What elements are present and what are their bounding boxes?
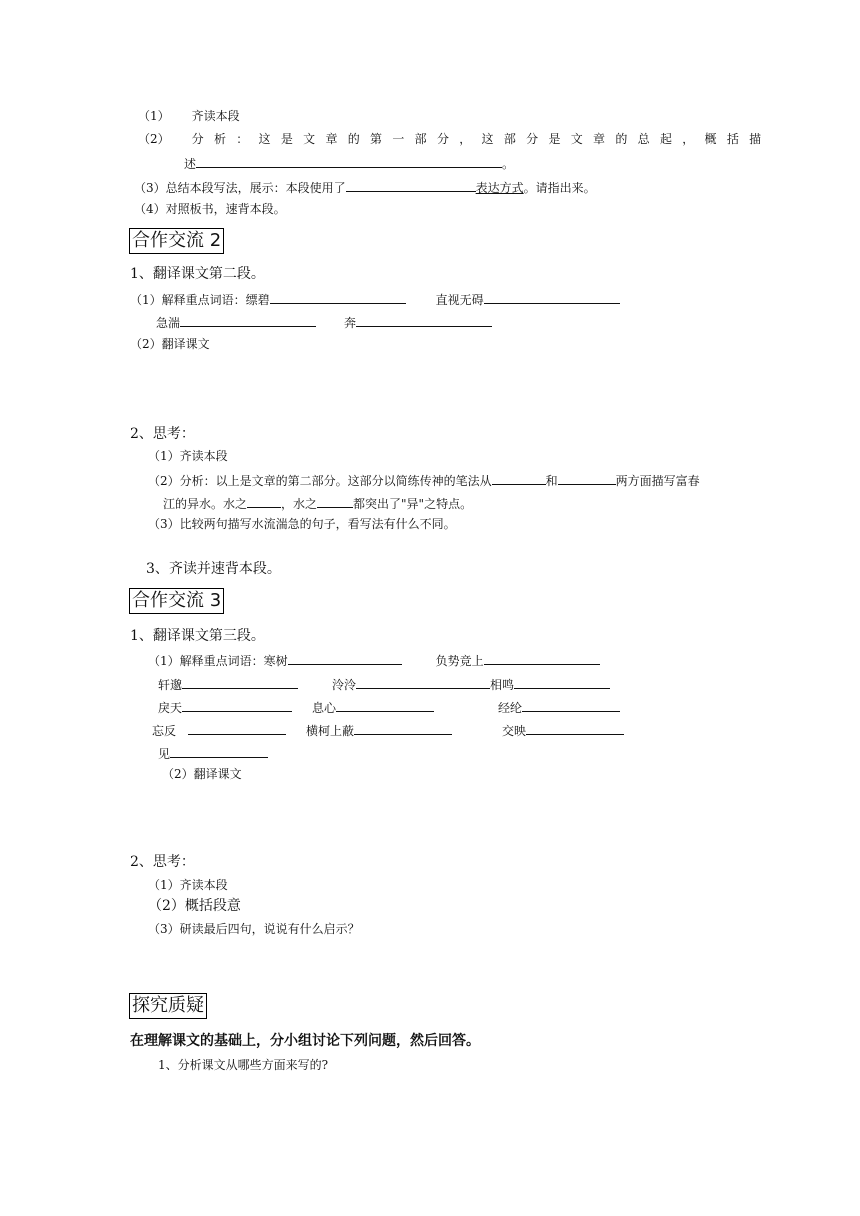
sec1-q2-end: 。 [502,157,515,171]
s2-word1-label: （1）解释重点词语：缥碧 [130,293,270,307]
s2-word2-label: 直视无碍 [435,293,484,307]
sec1-q2-num: （2） [138,132,170,146]
s2-think: 2、思考： [130,426,195,442]
blank-word3[interactable] [180,313,316,327]
s3-k2: （2）概括段意 [148,898,241,914]
s3-words-row2 [158,675,610,693]
blank-s3-word1[interactable] [288,651,402,665]
section-heading-2: 合作交流 2 [129,228,224,254]
s3-translate: （2）翻译课文 [162,767,242,781]
s3-think: 2、思考： [130,854,195,870]
s2-k2 [148,471,700,489]
s3-word11-label: 交映 [502,724,527,738]
s3-word9-label: 忘反 [152,724,177,738]
s2-k2-cont [163,494,472,512]
s2-k2e: ，水之 [281,497,318,511]
blank-s3-word2[interactable] [484,651,600,665]
blank-word2[interactable] [484,290,620,304]
sec1-q1-text: 齐读本段 [191,109,240,123]
sec1-q3-pre: （3）总结本段写法，展示：本段使用了 [134,181,346,195]
blank-s3-word10[interactable] [354,721,452,735]
s2-translate: （2）翻译课文 [130,337,210,351]
s4-intro: 在理解课文的基础上，分小组讨论下列问题，然后回答。 [130,1033,480,1049]
s3-word5-label: 相鸣 [490,678,515,692]
blank-water2[interactable] [317,494,353,508]
s3-word12-label: 见 [158,747,171,761]
s3-word6-label: 戾天 [158,701,183,715]
blank-s3-word9[interactable] [188,721,286,735]
sec1-q3-underlined: 表达方式 [475,181,524,195]
blank-s3-word6[interactable] [182,698,292,712]
s2-k2f: 都突出了"异"之特点。 [353,497,473,511]
s3-word10-label: 横柯上蔽 [306,724,355,738]
blank-s3-word3[interactable] [182,675,298,689]
blank-summary[interactable] [196,154,502,168]
blank-s3-word8[interactable] [522,698,620,712]
blank-word4[interactable] [356,313,492,327]
s3-k3: （3）研读最后四句，说说有什么启示？ [148,922,360,936]
sec1-q1-num: （1） [138,109,170,123]
sec1-q2-cont-text: 述 [184,157,197,171]
blank-s3-word12[interactable] [170,744,268,758]
s2-task1: 1、翻译课文第二段。 [130,266,265,282]
s2-k2a: （2）分析：以上是文章的第二部分。这部分以简练传神的笔法从 [148,474,492,488]
s2-k2c: 两方面描写富春 [615,474,700,488]
s3-words-row5 [158,744,268,762]
s3-word3-label: 轩邈 [158,678,183,692]
sec1-q4: （4）对照板书，速背本段。 [134,202,286,216]
s2-k2d: 江的异水。水之 [163,497,248,511]
s3-word8-label: 经纶 [498,701,523,715]
blank-expression[interactable] [346,178,476,192]
s2-words-row2 [156,313,492,331]
s2-k3: （3）比较两句描写水流湍急的句子，看写法有什么不同。 [148,517,456,531]
section-heading-4: 探究质疑 [129,993,207,1019]
s3-word1-label: （1）解释重点词语：寒树 [148,654,288,668]
s3-k1: （1）齐读本段 [148,878,228,892]
s3-words-row1 [148,651,600,669]
s2-task3: 3、齐读并速背本段。 [146,561,281,577]
s3-word4-label: 泠泠 [332,678,357,692]
s2-k2b: 和 [545,474,558,488]
s2-word4-label: 奔 [344,316,357,330]
blank-s3-word11[interactable] [526,721,624,735]
section-heading-3: 合作交流 3 [129,588,224,614]
sec1-q1 [138,108,240,124]
blank-aspect2[interactable] [558,471,616,485]
blank-water1[interactable] [247,494,281,508]
s3-word7-label: 息心 [312,701,337,715]
s3-task1: 1、翻译课文第三段。 [130,628,265,644]
s2-words-row1 [130,290,620,308]
sec1-q2-cont [184,154,514,172]
s2-k1: （1）齐读本段 [148,449,228,463]
blank-aspect1[interactable] [492,471,546,485]
blank-s3-word4[interactable] [356,675,490,689]
blank-s3-word7[interactable] [336,698,434,712]
s2-word3-label: 急湍 [156,316,181,330]
sec1-q3 [134,178,596,196]
blank-word1[interactable] [270,290,406,304]
s3-word2-label: 负势竞上 [435,654,484,668]
s4-q1: 1、分析课文从哪些方面来写的? [158,1058,329,1072]
blank-s3-word5[interactable] [514,675,610,689]
s3-words-row4 [152,721,624,739]
sec1-q3-post: 。请指出来。 [523,181,596,195]
sec1-q2-text: 分析：这是文章的第一部分，这部分是文章的总起，概括描 [191,132,772,146]
sec1-q2 [138,131,771,147]
s3-words-row3 [158,698,620,716]
